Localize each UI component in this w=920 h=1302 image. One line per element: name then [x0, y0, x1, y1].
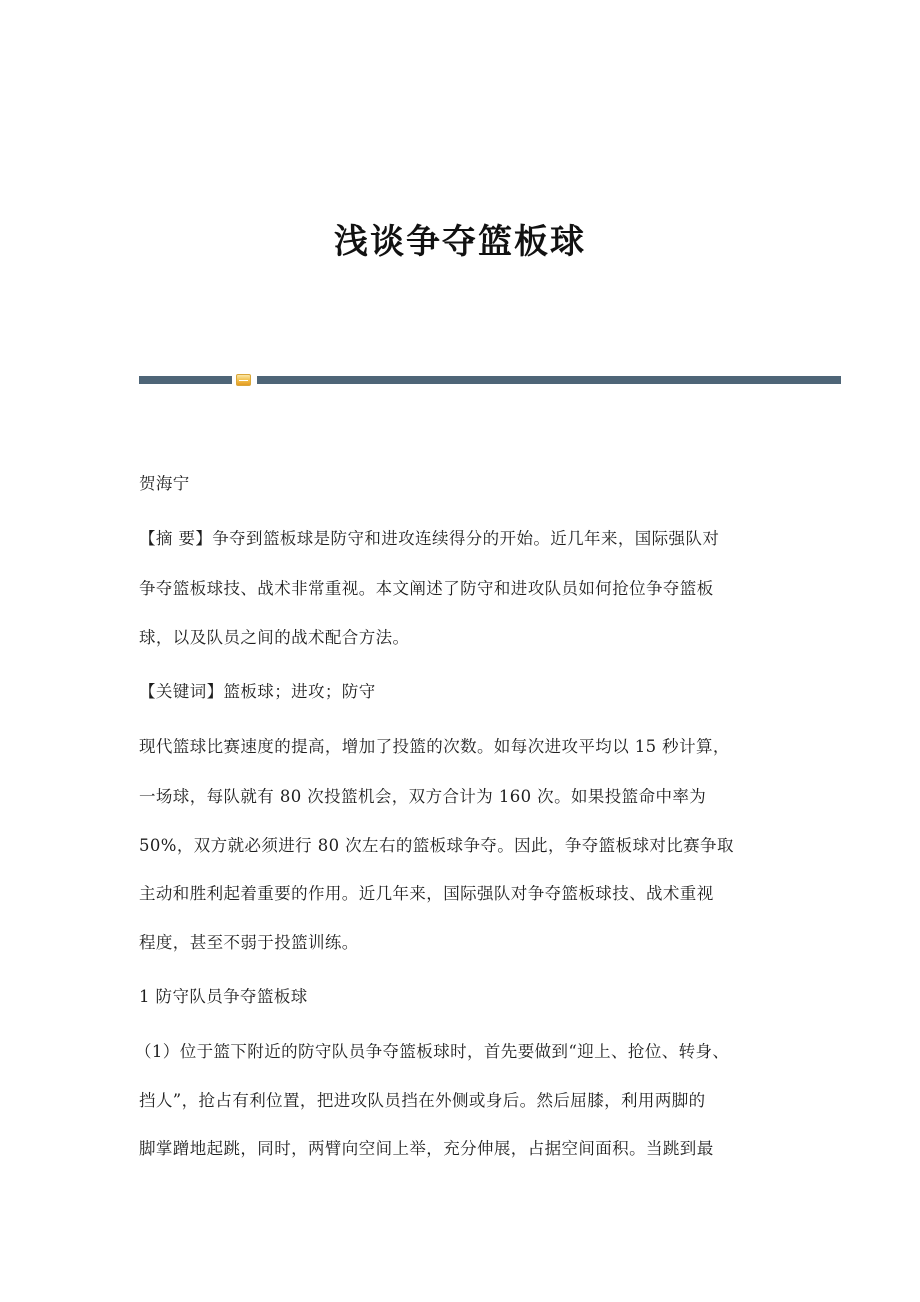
- body-line: 程度，甚至不弱于投篮训练。: [139, 933, 359, 952]
- body-line: 脚掌蹭地起跳，同时，两臂向空间上举，充分伸展，占据空间面积。当跳到最: [139, 1139, 714, 1158]
- title-divider: [139, 374, 841, 386]
- body-line: 50%，双方就必须进行 80 次左右的篮板球争夺。因此，争夺篮板球对比赛争取: [139, 836, 734, 855]
- author-name: 贺海宁: [139, 474, 190, 493]
- abstract-line: 【摘 要】争夺到篮板球是防守和进攻连续得分的开始。近几年来，国际强队对: [139, 529, 720, 548]
- keywords-line: 【关键词】篮板球；进攻；防守: [139, 682, 376, 701]
- abstract-line: 球，以及队员之间的战术配合方法。: [139, 628, 410, 647]
- divider-ornament-icon: [236, 374, 251, 386]
- document-title: 浅谈争夺篮板球: [334, 222, 586, 262]
- section-heading: 1 防守队员争夺篮板球: [139, 987, 308, 1006]
- abstract-line: 争夺篮板球技、战术非常重视。本文阐述了防守和进攻队员如何抢位争夺篮板: [139, 579, 714, 598]
- body-line: 主动和胜利起着重要的作用。近几年来，国际强队对争夺篮板球技、战术重视: [139, 884, 714, 903]
- divider-bar-left: [139, 376, 232, 384]
- body-line: 一场球，每队就有 80 次投篮机会，双方合计为 160 次。如果投篮命中率为: [139, 787, 707, 806]
- body-line: 现代篮球比赛速度的提高，增加了投篮的次数。如每次进攻平均以 15 秒计算，: [139, 737, 730, 756]
- body-line: 挡人”，抢占有利位置，把进攻队员挡在外侧或身后。然后屈膝，利用两脚的: [139, 1091, 706, 1110]
- divider-bar-right: [257, 376, 841, 384]
- body-line: （1）位于篮下附近的防守队员争夺篮板球时，首先要做到“迎上、抢位、转身、: [135, 1042, 730, 1061]
